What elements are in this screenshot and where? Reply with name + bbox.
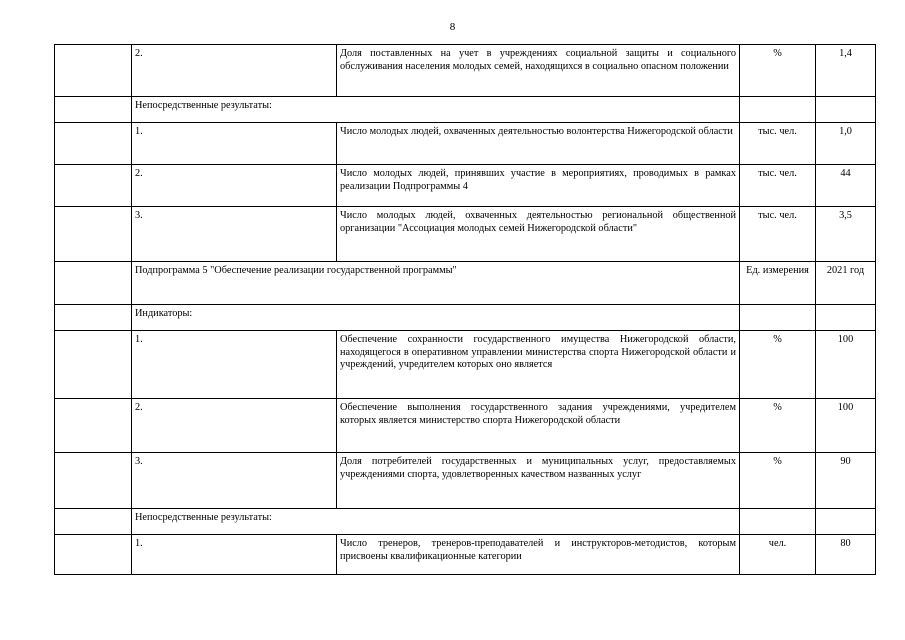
table-row — [55, 535, 876, 575]
row-text: Число молодых людей, охваченных деятельностью волонтерства Нижегородской области — [337, 123, 740, 165]
blank-cell — [55, 123, 132, 165]
table-row — [55, 165, 876, 207]
page-number: 8 — [449, 21, 456, 33]
section-label: Индикаторы: — [132, 305, 740, 331]
table-row — [55, 399, 876, 453]
row-text: Число тренеров, тренеров-преподавателей и инструкторов-методистов, которым присвоены квалификационные категории — [337, 535, 740, 575]
row-unit: тыс. чел. — [740, 207, 816, 262]
unit-header: Ед. измерения — [740, 262, 816, 305]
row-number: 2. — [132, 165, 337, 207]
table-row — [55, 453, 876, 509]
blank-cell — [55, 97, 132, 123]
empty-cell — [740, 509, 816, 535]
table-row — [55, 207, 876, 262]
row-text: Обеспечение выполнения государственного задания учреждениями, учредителем которых является министерство спорта Нижегородской области — [337, 399, 740, 453]
row-text: Число молодых людей, принявших участие в мероприятиях, проводимых в рамках реализации Подпрограммы 4 — [337, 165, 740, 207]
row-number: 1. — [132, 535, 337, 575]
row-number: 2. — [132, 45, 337, 97]
row-value: 80 — [816, 535, 876, 575]
blank-cell — [55, 399, 132, 453]
row-unit: % — [740, 453, 816, 509]
table-row — [55, 123, 876, 165]
section-label: Непосредственные результаты: — [132, 97, 740, 123]
row-number: 3. — [132, 453, 337, 509]
row-text: Обеспечение сохранности государственного имущества Нижегородской области, находящегося в оперативном управлении министерства спорта Нижегородской области и учреждений, учредителем которых оно является — [337, 331, 740, 399]
row-value: 1,4 — [816, 45, 876, 97]
row-value: 100 — [816, 399, 876, 453]
section-label: Непосредственные результаты: — [132, 509, 740, 535]
row-unit: % — [740, 399, 816, 453]
blank-cell — [55, 45, 132, 97]
section-row — [55, 509, 876, 535]
row-text: Число молодых людей, охваченных деятельностью региональной общественной организации "Ассоциация молодых семей Нижегородской области" — [337, 207, 740, 262]
row-value: 90 — [816, 453, 876, 509]
row-text: Доля потребителей государственных и муниципальных услуг, предоставляемых учреждениями спорта, удовлетворенных качеством названных услуг — [337, 453, 740, 509]
indicators-table — [54, 44, 876, 575]
year-header: 2021 год — [816, 262, 876, 305]
row-value: 100 — [816, 331, 876, 399]
row-text: Доля поставленных на учет в учреждениях социальной защиты и социального обслуживания населения молодых семей, находящихся в социально опасном положении — [337, 45, 740, 97]
table-row — [55, 45, 876, 97]
row-unit: тыс. чел. — [740, 123, 816, 165]
blank-cell — [55, 207, 132, 262]
section-row — [55, 97, 876, 123]
empty-cell — [816, 97, 876, 123]
blank-cell — [55, 262, 132, 305]
empty-cell — [816, 305, 876, 331]
row-unit: % — [740, 331, 816, 399]
blank-cell — [55, 453, 132, 509]
subprogram-title: Подпрограмма 5 "Обеспечение реализации государственной программы" — [132, 262, 740, 305]
row-number: 2. — [132, 399, 337, 453]
section-row — [55, 305, 876, 331]
subprogram-header-row — [55, 262, 876, 305]
blank-cell — [55, 305, 132, 331]
empty-cell — [740, 305, 816, 331]
row-unit: % — [740, 45, 816, 97]
row-value: 44 — [816, 165, 876, 207]
row-value: 1,0 — [816, 123, 876, 165]
row-value: 3,5 — [816, 207, 876, 262]
row-number: 3. — [132, 207, 337, 262]
blank-cell — [55, 165, 132, 207]
empty-cell — [740, 97, 816, 123]
row-unit: тыс. чел. — [740, 165, 816, 207]
table-row — [55, 331, 876, 399]
blank-cell — [55, 509, 132, 535]
empty-cell — [816, 509, 876, 535]
row-number: 1. — [132, 123, 337, 165]
blank-cell — [55, 331, 132, 399]
row-unit: чел. — [740, 535, 816, 575]
blank-cell — [55, 535, 132, 575]
row-number: 1. — [132, 331, 337, 399]
